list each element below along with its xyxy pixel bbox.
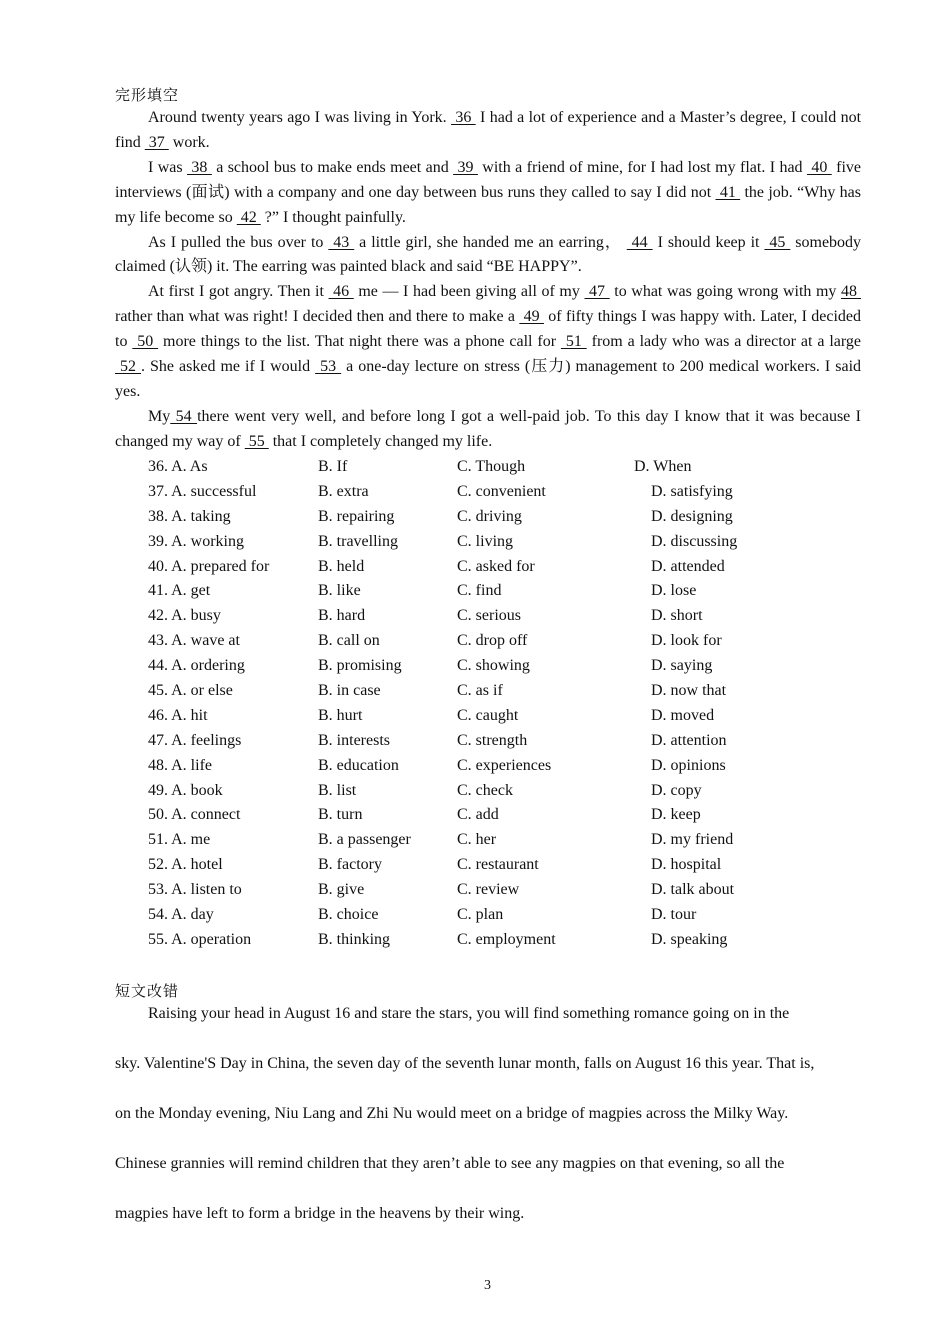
blank-number: 42 xyxy=(236,208,261,226)
blank-number: 52 xyxy=(115,358,142,376)
option-d: D. discussing xyxy=(651,532,738,550)
cloze-section-title: 完形填空 xyxy=(115,86,180,104)
option-b: B. turn xyxy=(318,806,363,824)
passage-text: a one-day lecture on stress (压力) management to 200 medical workers. I said yes. xyxy=(115,358,862,400)
option-c: C. as if xyxy=(457,682,503,700)
option-a: 47. A. feelings xyxy=(148,731,242,749)
option-a: 39. A. working xyxy=(148,532,244,550)
correction-line: Chinese grannies will remind children that they aren’t able to see any magpies on that evening, so all the xyxy=(115,1155,785,1172)
option-c: C. her xyxy=(457,831,497,849)
option-row xyxy=(148,803,798,828)
passage-text: there went very well, and before long I got a well-paid job. To this day I know that it was because I changed my way of xyxy=(115,407,862,450)
option-c: C. add xyxy=(457,806,499,824)
option-c: C. living xyxy=(457,532,514,550)
option-c: C. employment xyxy=(457,930,556,948)
cloze-paragraph xyxy=(115,280,861,405)
cloze-paragraph xyxy=(115,106,861,156)
option-a: 42. A. busy xyxy=(148,607,221,625)
option-row xyxy=(148,704,798,729)
blank-number: 49 xyxy=(519,308,544,326)
passage-text: ?” I thought painfully. xyxy=(260,208,406,226)
option-c: C. driving xyxy=(457,507,522,525)
option-b: B. hard xyxy=(318,607,366,625)
cloze-options-list xyxy=(148,455,798,953)
passage-text: with a friend of mine, for I had lost my flat. I had xyxy=(477,158,807,176)
option-a: 44. A. ordering xyxy=(148,657,245,675)
option-b: B. list xyxy=(318,781,357,799)
option-b: B. interests xyxy=(318,731,390,749)
option-b: B. repairing xyxy=(318,507,395,525)
option-row xyxy=(148,679,798,704)
passage-text: five interviews (面试) with a company and one day between bus runs they called to say I did not xyxy=(115,158,862,201)
cloze-paragraph xyxy=(115,156,861,231)
option-d: D. my friend xyxy=(651,831,734,849)
option-row xyxy=(148,754,798,779)
option-d: D. tour xyxy=(651,906,697,924)
option-a: 51. A. me xyxy=(148,831,211,849)
passage-text: more things to the list. That night there was a phone call for xyxy=(158,333,561,351)
cloze-paragraph xyxy=(115,405,861,455)
passage-text: somebody claimed (认领) it. The earring was painted black and said “BE HAPPY”. xyxy=(115,233,862,276)
passage-text: work. xyxy=(168,133,210,151)
option-c: C. strength xyxy=(457,731,528,749)
option-a: 54. A. day xyxy=(148,906,214,924)
option-row xyxy=(148,878,798,903)
option-d: D. look for xyxy=(651,632,722,650)
option-d: D. attended xyxy=(651,557,725,575)
passage-text: I had a lot of experience and a Master’s degree, I could not find xyxy=(115,109,862,151)
option-c: C. showing xyxy=(457,657,530,675)
option-row xyxy=(148,729,798,754)
option-row xyxy=(148,555,798,580)
blank-number: 50 xyxy=(132,333,159,351)
option-row xyxy=(148,903,798,928)
option-a: 36. A. As xyxy=(148,458,208,475)
blank-number: 53 xyxy=(315,358,342,376)
passage-text: from a lady who was a director at a large xyxy=(586,333,862,351)
option-a: 43. A. wave at xyxy=(148,632,240,650)
cloze-paragraph xyxy=(115,231,861,281)
option-b: B. thinking xyxy=(318,930,391,948)
passage-text: to what was going wrong with my xyxy=(609,283,842,301)
option-c: C. convenient xyxy=(457,482,546,500)
option-row xyxy=(148,604,798,629)
passage-text: . She asked me if I would xyxy=(141,358,316,376)
option-b: B. promising xyxy=(318,657,402,675)
passage-text: rather than what was right! I decided then and there to make a xyxy=(115,308,520,326)
passage-text: Around twenty years ago I was living in York. xyxy=(148,109,452,126)
option-row xyxy=(148,505,798,530)
passage-text: of fifty things I was happy with. Later, I decided to xyxy=(115,308,862,351)
blank-number: 55 xyxy=(244,432,269,450)
option-row xyxy=(148,654,798,679)
blank-number: 44 xyxy=(626,233,653,251)
option-c: C. plan xyxy=(457,906,504,924)
option-a: 37. A. successful xyxy=(148,482,257,500)
option-row xyxy=(148,530,798,555)
blank-number: 54 xyxy=(170,407,198,425)
blank-number: 51 xyxy=(560,333,587,351)
option-d: D. attention xyxy=(651,731,727,749)
option-b: B. in case xyxy=(318,682,381,700)
option-a: 41. A. get xyxy=(148,582,211,600)
option-a: 50. A. connect xyxy=(148,806,241,824)
cloze-passage xyxy=(115,106,861,455)
option-c: C. drop off xyxy=(457,632,528,650)
blank-number: 46 xyxy=(328,283,354,301)
option-a: 45. A. or else xyxy=(148,682,233,700)
passage-text: I should keep it xyxy=(652,233,765,251)
blank-number: 47 xyxy=(584,283,610,301)
option-d: D. keep xyxy=(651,806,701,824)
correction-line: sky. Valentine'S Day in China, the seven day of the seventh lunar month, falls on August 16 this year. That is, xyxy=(115,1055,815,1072)
option-b: B. extra xyxy=(318,482,369,500)
option-d: D. copy xyxy=(651,781,702,799)
option-row xyxy=(148,828,798,853)
blank-number: 40 xyxy=(806,158,832,176)
option-a: 55. A. operation xyxy=(148,930,252,948)
option-c: C. find xyxy=(457,582,502,600)
option-row xyxy=(148,455,798,480)
option-d: D. talk about xyxy=(651,881,735,899)
passage-text: the job. “Why has my life become so xyxy=(115,183,861,226)
option-b: B. a passenger xyxy=(318,831,411,849)
passage-text: that I completely changed my life. xyxy=(268,432,493,450)
option-d: D. opinions xyxy=(651,756,726,774)
option-d: D. now that xyxy=(651,682,727,700)
option-a: 53. A. listen to xyxy=(148,881,242,899)
option-b: B. education xyxy=(318,756,399,774)
option-c: C. review xyxy=(457,881,520,899)
option-c: C. Though xyxy=(457,458,526,475)
blank-number: 43 xyxy=(328,233,355,251)
passage-text: My xyxy=(148,407,171,425)
option-d: D. moved xyxy=(651,706,715,724)
option-b: B. give xyxy=(318,881,365,899)
option-a: 48. A. life xyxy=(148,756,212,774)
page-number: 3 xyxy=(484,1278,491,1293)
option-row xyxy=(148,779,798,804)
option-b: B. like xyxy=(318,582,361,600)
blank-number: 48 xyxy=(841,283,862,301)
option-d: D. When xyxy=(634,458,692,475)
option-b: B. choice xyxy=(318,906,379,924)
passage-text: a little girl, she handed me an earring， xyxy=(354,233,627,251)
option-a: 38. A. taking xyxy=(148,507,231,525)
option-d: D. short xyxy=(651,607,703,625)
option-b: B. hurt xyxy=(318,706,363,724)
option-c: C. caught xyxy=(457,706,519,724)
option-c: C. asked for xyxy=(457,557,535,575)
option-row xyxy=(148,853,798,878)
option-row xyxy=(148,928,798,953)
option-a: 40. A. prepared for xyxy=(148,557,270,575)
option-c: C. restaurant xyxy=(457,856,539,874)
option-d: D. satisfying xyxy=(651,482,733,500)
correction-section-title: 短文改错 xyxy=(115,982,180,1000)
option-b: B. travelling xyxy=(318,532,398,550)
blank-number: 36 xyxy=(451,109,476,126)
blank-number: 41 xyxy=(715,183,741,201)
passage-text: At first I got angry. Then it xyxy=(148,283,329,301)
blank-number: 37 xyxy=(144,133,169,151)
correction-line: on the Monday evening, Niu Lang and Zhi Nu would meet on a bridge of magpies across the Milky Way. xyxy=(115,1105,789,1122)
option-b: B. If xyxy=(318,458,348,475)
option-c: C. serious xyxy=(457,607,521,625)
passage-text: a school bus to make ends meet and xyxy=(211,158,454,176)
correction-line: Raising your head in August 16 and stare the stars, you will find something romance going on in the xyxy=(148,1005,790,1022)
option-row xyxy=(148,629,798,654)
blank-number: 45 xyxy=(764,233,791,251)
option-c: C. check xyxy=(457,781,513,799)
option-d: D. speaking xyxy=(651,930,728,948)
passage-text: I was xyxy=(148,158,188,176)
option-d: D. lose xyxy=(651,582,697,600)
option-row xyxy=(148,579,798,604)
option-a: 52. A. hotel xyxy=(148,856,223,874)
option-c: C. experiences xyxy=(457,756,552,774)
option-b: B. factory xyxy=(318,856,382,874)
blank-number: 38 xyxy=(187,158,212,176)
option-d: D. hospital xyxy=(651,856,722,874)
option-d: D. saying xyxy=(651,657,713,675)
option-a: 46. A. hit xyxy=(148,706,208,724)
correction-line: magpies have left to form a bridge in the heavens by their wing. xyxy=(115,1205,525,1222)
passage-text: As I pulled the bus over to xyxy=(148,233,329,251)
option-row xyxy=(148,480,798,505)
blank-number: 39 xyxy=(453,158,478,176)
option-d: D. designing xyxy=(651,507,733,525)
option-a: 49. A. book xyxy=(148,781,223,799)
option-b: B. call on xyxy=(318,632,380,650)
passage-text: me — I had been giving all of my xyxy=(353,283,585,301)
option-b: B. held xyxy=(318,557,365,575)
correction-passage xyxy=(115,1002,861,1252)
